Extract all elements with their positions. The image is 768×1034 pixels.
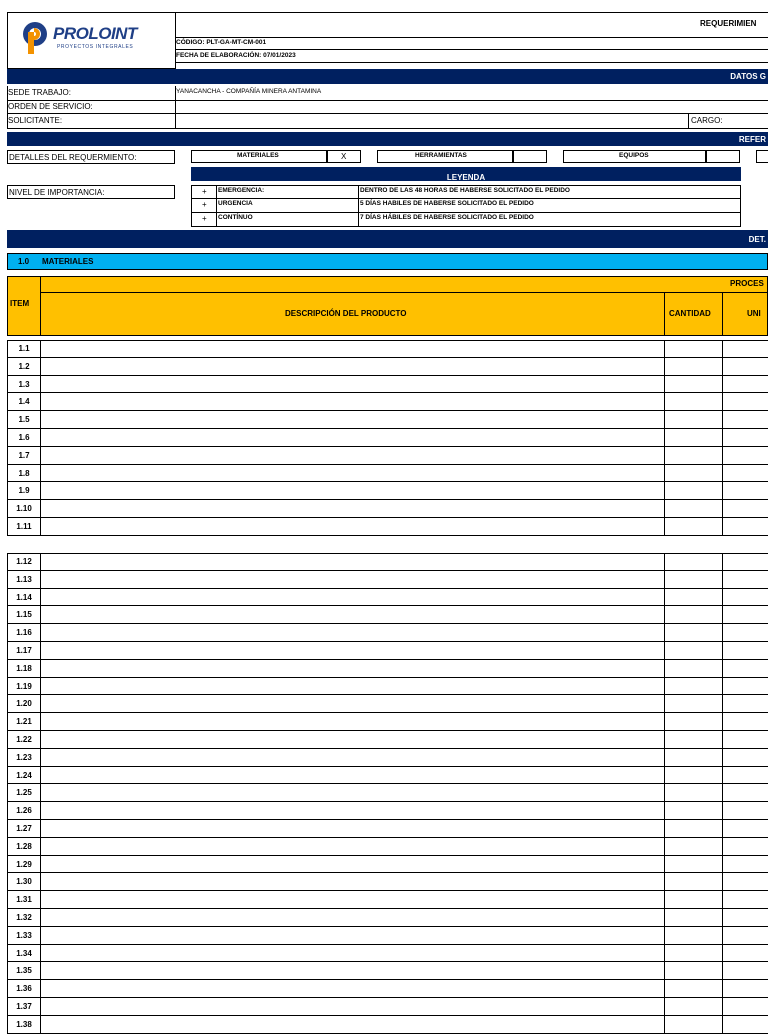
- table-row[interactable]: [7, 695, 768, 713]
- leyenda-urgencia-desc: 5 DÍAS HABILES DE HABERSE SOLICITADO EL PEDIDO: [360, 200, 534, 207]
- item-number: 1.20: [16, 699, 32, 709]
- table-row[interactable]: [7, 553, 768, 571]
- table-row[interactable]: [7, 1016, 768, 1034]
- leyenda-bullet: +: [202, 187, 207, 196]
- item-number: 1.24: [16, 770, 32, 780]
- logo: [22, 20, 172, 60]
- item-number: 1.9: [18, 486, 30, 496]
- table-row[interactable]: [7, 678, 768, 696]
- item-number: 1.15: [16, 610, 32, 620]
- item-number: 1.10: [16, 504, 32, 514]
- table-row[interactable]: [7, 500, 768, 518]
- materiales-option[interactable]: MATERIALES: [191, 150, 327, 163]
- item-number: 1.36: [16, 984, 32, 994]
- item-number: 1.1: [18, 344, 30, 353]
- table-row[interactable]: [7, 998, 768, 1016]
- col-unidad: UNI: [747, 309, 761, 318]
- table-row[interactable]: [7, 802, 768, 820]
- item-number: 1.5: [18, 415, 30, 425]
- table-row[interactable]: [7, 980, 768, 998]
- item-number: 1.27: [16, 824, 32, 833]
- detalle-band-label: DET.: [748, 235, 766, 244]
- document-date: FECHA DE ELABORACIÓN: 07/01/2023: [176, 52, 296, 59]
- item-number: 1.32: [16, 913, 32, 922]
- cargo-label: CARGO:: [691, 116, 723, 125]
- leyenda-band: [191, 167, 741, 181]
- table-row[interactable]: [7, 873, 768, 891]
- item-number: 1.26: [16, 806, 32, 816]
- table-row[interactable]: [7, 962, 768, 980]
- table-row[interactable]: [7, 642, 768, 660]
- table-row[interactable]: [7, 358, 768, 376]
- detalle-band: [7, 230, 768, 248]
- referencia-band: [7, 132, 768, 146]
- item-number: 1.21: [16, 717, 32, 727]
- table-row[interactable]: [7, 589, 768, 607]
- item-number: 1.22: [16, 735, 32, 744]
- detalles-label: DETALLES DEL REQUERMIENTO:: [7, 150, 175, 164]
- orden-label: ORDEN DE SERVICIO:: [8, 102, 93, 111]
- nivel-label: NIVEL DE IMPORTANCIA:: [7, 185, 175, 199]
- proces-header: PROCES: [730, 279, 764, 288]
- leyenda-emergencia-desc: DENTRO DE LAS 48 HORAS DE HABERSE SOLICITADO EL PEDIDO: [360, 187, 570, 194]
- logo-subtext: PROYECTOS INTEGRALES: [57, 44, 134, 50]
- leyenda-bullet: +: [202, 214, 207, 223]
- leyenda-bullet: +: [202, 200, 207, 209]
- equipos-checkbox[interactable]: [706, 150, 740, 163]
- table-row[interactable]: [7, 624, 768, 642]
- item-number: 1.13: [16, 574, 32, 584]
- item-number: 1.7: [18, 450, 30, 460]
- table-row[interactable]: [7, 482, 768, 500]
- table-row[interactable]: [7, 749, 768, 767]
- table-row[interactable]: [7, 465, 768, 483]
- item-number: 1.11: [16, 522, 32, 531]
- table-row[interactable]: [7, 820, 768, 838]
- item-number: 1.34: [16, 948, 32, 958]
- col-descripcion: DESCRIPCIÓN DEL PRODUCTO: [285, 309, 407, 318]
- referencia-band-label: REFER: [738, 135, 766, 144]
- table-row[interactable]: [7, 429, 768, 447]
- table-row[interactable]: [7, 571, 768, 589]
- herramientas-checkbox[interactable]: [513, 150, 547, 163]
- item-number: 1.29: [16, 859, 32, 869]
- table-row[interactable]: [7, 393, 768, 411]
- table-row[interactable]: [7, 927, 768, 945]
- item-number: 1.17: [16, 646, 32, 655]
- item-number: 1.12: [16, 557, 32, 566]
- item-number: 1.33: [16, 930, 32, 940]
- leyenda-band-label: LEYENDA: [446, 173, 486, 182]
- item-number: 1.31: [16, 895, 32, 905]
- table-row[interactable]: [7, 891, 768, 909]
- table-row[interactable]: [7, 945, 768, 963]
- leyenda-urgencia: URGENCIA: [218, 200, 253, 207]
- item-number: 1.4: [18, 397, 30, 407]
- item-number: 1.14: [16, 592, 32, 602]
- item-number: 1.37: [16, 1002, 32, 1011]
- table-row[interactable]: [7, 376, 768, 394]
- item-number: 1.8: [18, 468, 30, 478]
- table-row[interactable]: [7, 606, 768, 624]
- item-number: 1.35: [16, 966, 32, 976]
- table-row[interactable]: [7, 411, 768, 429]
- logo-icon: [22, 20, 48, 56]
- item-number: 1.30: [16, 877, 32, 887]
- item-number: 1.3: [18, 379, 30, 389]
- table-row[interactable]: [7, 767, 768, 785]
- item-number: 1.23: [16, 752, 32, 762]
- materiales-checkbox[interactable]: X: [327, 150, 361, 163]
- table-row[interactable]: [7, 713, 768, 731]
- datos-band: [7, 69, 768, 84]
- table-row[interactable]: [7, 838, 768, 856]
- equipos-option[interactable]: EQUIPOS: [563, 150, 706, 163]
- table-row[interactable]: [7, 731, 768, 749]
- table-row[interactable]: [7, 340, 768, 358]
- document-title: REQUERIMIEN: [700, 19, 757, 28]
- document-code: CÓDIGO: PLT-GA-MT-CM-001: [176, 39, 267, 46]
- item-number: 1.25: [16, 788, 32, 798]
- item-number: 1.16: [16, 628, 32, 638]
- item-number: 1.2: [18, 361, 30, 371]
- section-materiales: 1.0 MATERIALES: [7, 253, 768, 270]
- datos-band-label: DATOS G: [730, 72, 766, 81]
- item-number: 1.19: [16, 681, 32, 691]
- leyenda-continuo-desc: 7 DÍAS HÁBILES DE HABERSE SOLICITADO EL PEDIDO: [360, 214, 534, 221]
- col-cantidad: CANTIDAD: [669, 309, 711, 318]
- herramientas-option[interactable]: HERRAMIENTAS: [377, 150, 513, 163]
- solicitante-label: SOLICITANTE:: [8, 116, 63, 125]
- leyenda-continuo: CONTÍNUO: [218, 214, 253, 221]
- logo-text: PROLOINT: [53, 24, 137, 43]
- item-number: 1.38: [16, 1019, 32, 1029]
- extra-checkbox[interactable]: [756, 150, 768, 163]
- table-row[interactable]: [7, 660, 768, 678]
- item-number: 1.28: [16, 841, 32, 851]
- item-number: 1.18: [16, 663, 32, 673]
- table-row[interactable]: [7, 784, 768, 802]
- col-item: ITEM: [10, 299, 30, 308]
- sede-value: YANACANCHA - COMPAÑÍA MINERA ANTAMINA: [176, 88, 322, 95]
- leyenda-emergencia: EMERGENCIA:: [218, 187, 265, 194]
- table-row[interactable]: [7, 909, 768, 927]
- table-row[interactable]: [7, 856, 768, 874]
- sede-label: SEDE TRABAJO:: [8, 88, 71, 97]
- table-header: [7, 276, 768, 336]
- item-number: 1.6: [18, 433, 30, 442]
- table-row[interactable]: [7, 518, 768, 536]
- table-row[interactable]: [7, 447, 768, 465]
